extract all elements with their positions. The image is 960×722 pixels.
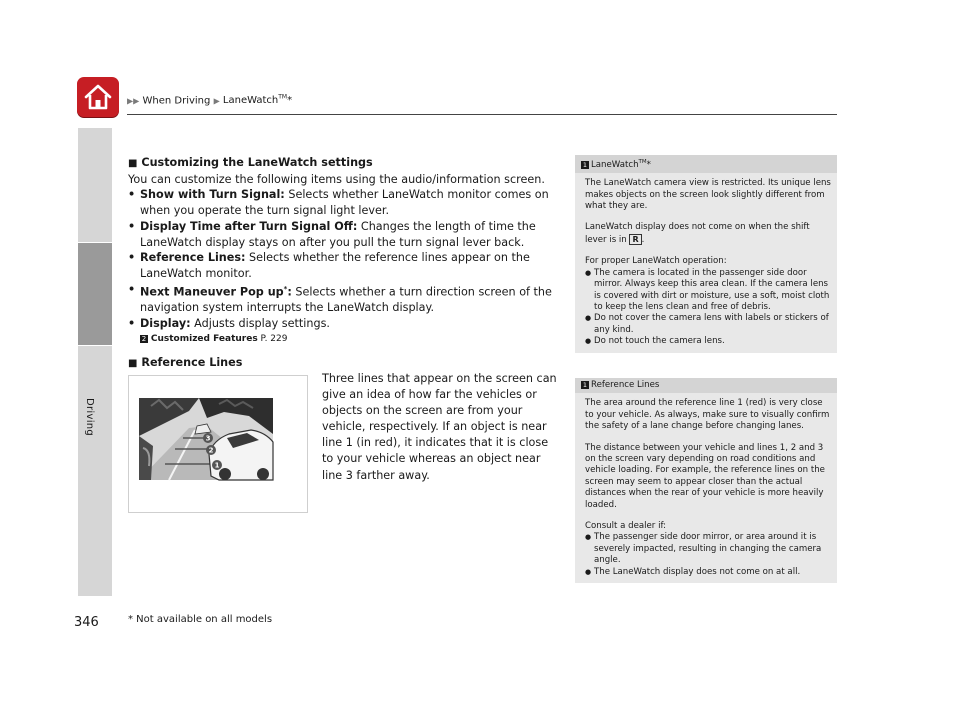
note-header: 1 Reference Lines [575, 378, 837, 393]
reference-heading: ■ Reference Lines [128, 356, 243, 369]
side-tab-upper [78, 128, 112, 242]
breadcrumb-arrow-icon: ▶ [213, 96, 220, 106]
note-lanewatch [575, 155, 837, 353]
note-reference-lines [575, 378, 837, 583]
side-tab-label: Driving [84, 398, 95, 437]
note-number-icon: 1 [582, 381, 588, 389]
section-square-icon: ■ [128, 158, 138, 169]
breadcrumb [127, 94, 292, 106]
list-item: ● Do not cover the camera lens with labels or stickers of any kind. [585, 313, 831, 336]
note-paragraph: The LaneWatch camera view is restricted. Its unique lens makes objects on the screen look slightly different from what they are. [585, 178, 831, 212]
home-icon[interactable] [77, 77, 119, 117]
customizing-heading: ■ Customizing the LaneWatch settings [128, 156, 373, 169]
list-item: • Next Maneuver Pop up*: Selects whether a turn direction screen of the navigation system interrupts the LaneWatch display. [128, 282, 556, 316]
side-tab-active[interactable] [78, 243, 112, 345]
breadcrumb-level1[interactable]: When Driving [142, 95, 211, 107]
list-item: ● The passenger side door mirror, or area around it is severely impacted, resulting in changing the camera angle. [585, 532, 831, 566]
customized-features-link[interactable]: 2 Customized Features P. 229 [141, 334, 288, 345]
list-item: • Display: Adjusts display settings. [128, 316, 556, 332]
note-header: 1 LaneWatch™* [575, 155, 837, 173]
customizing-list [128, 187, 556, 331]
breadcrumb-arrow-icon: ▶▶ [127, 96, 140, 106]
note-list [585, 268, 831, 348]
note-list [585, 532, 831, 578]
side-tab-lower [78, 346, 112, 596]
list-item: • Reference Lines: Selects whether the reference lines appear on the LaneWatch monitor. [128, 250, 556, 281]
note-paragraph: The distance between your vehicle and lines 1, 2 and 3 on the screen vary depending on road conditions and vehicle loading. For example, the reference lines on the screen may seem to appear closer than the actual distances when the rear of your vehicle is more heavily loaded. [585, 442, 825, 510]
customizing-intro: You can customize the following items using the audio/information screen. [128, 172, 545, 186]
main-content [128, 155, 556, 348]
list-item: ● The LaneWatch display does not come on at all. [585, 567, 831, 578]
marker-2: 2 [208, 446, 214, 455]
section-square-icon: ■ [128, 358, 138, 369]
note-paragraph: Consult a dealer if: [585, 521, 667, 532]
note-number-icon: 1 [582, 160, 588, 169]
list-item: • Display Time after Turn Signal Off: Changes the length of time the LaneWatch display stays on after you pull the turn signal lever back. [128, 219, 556, 250]
note-paragraph: LaneWatch display does not come on when the shift lever is in R . [585, 222, 810, 245]
footnote: * Not available on all models [128, 614, 273, 625]
list-item: ● Do not touch the camera lens. [585, 336, 831, 347]
reference-lines-illustration [128, 375, 308, 513]
marker-1: 1 [214, 461, 220, 470]
breadcrumb-level2[interactable]: LaneWatch™* [222, 94, 293, 107]
header-divider [127, 114, 837, 115]
reference-description: Three lines that appear on the screen can give an idea of how far the vehicles or objects on the screen are from your vehicle, respectively. If an object is near line 1 (in red), it indicates that it is close to your vehicle whereas an object near line 3 farther away. [322, 372, 557, 482]
page-number: 346 [74, 615, 99, 630]
list-item: • Show with Turn Signal: Selects whether LaneWatch monitor comes on when you operate the turn signal light lever. [128, 187, 556, 218]
note-paragraph: The area around the reference line 1 (red) is very close to your vehicle. As always, make sure to visually confirm the safety of a lane change before changing lanes. [585, 398, 830, 432]
note-paragraph: For proper LaneWatch operation: [585, 256, 727, 267]
marker-3: 3 [205, 434, 211, 443]
shift-r-icon: R [629, 234, 641, 245]
list-item: ● The camera is located in the passenger side door mirror. Always keep this area clean. If the camera lens is covered with dirt or moisture, use a soft, moist cloth to keep the lens clean and free of debris. [585, 268, 831, 314]
xref-arrow-icon: 2 [141, 335, 147, 344]
